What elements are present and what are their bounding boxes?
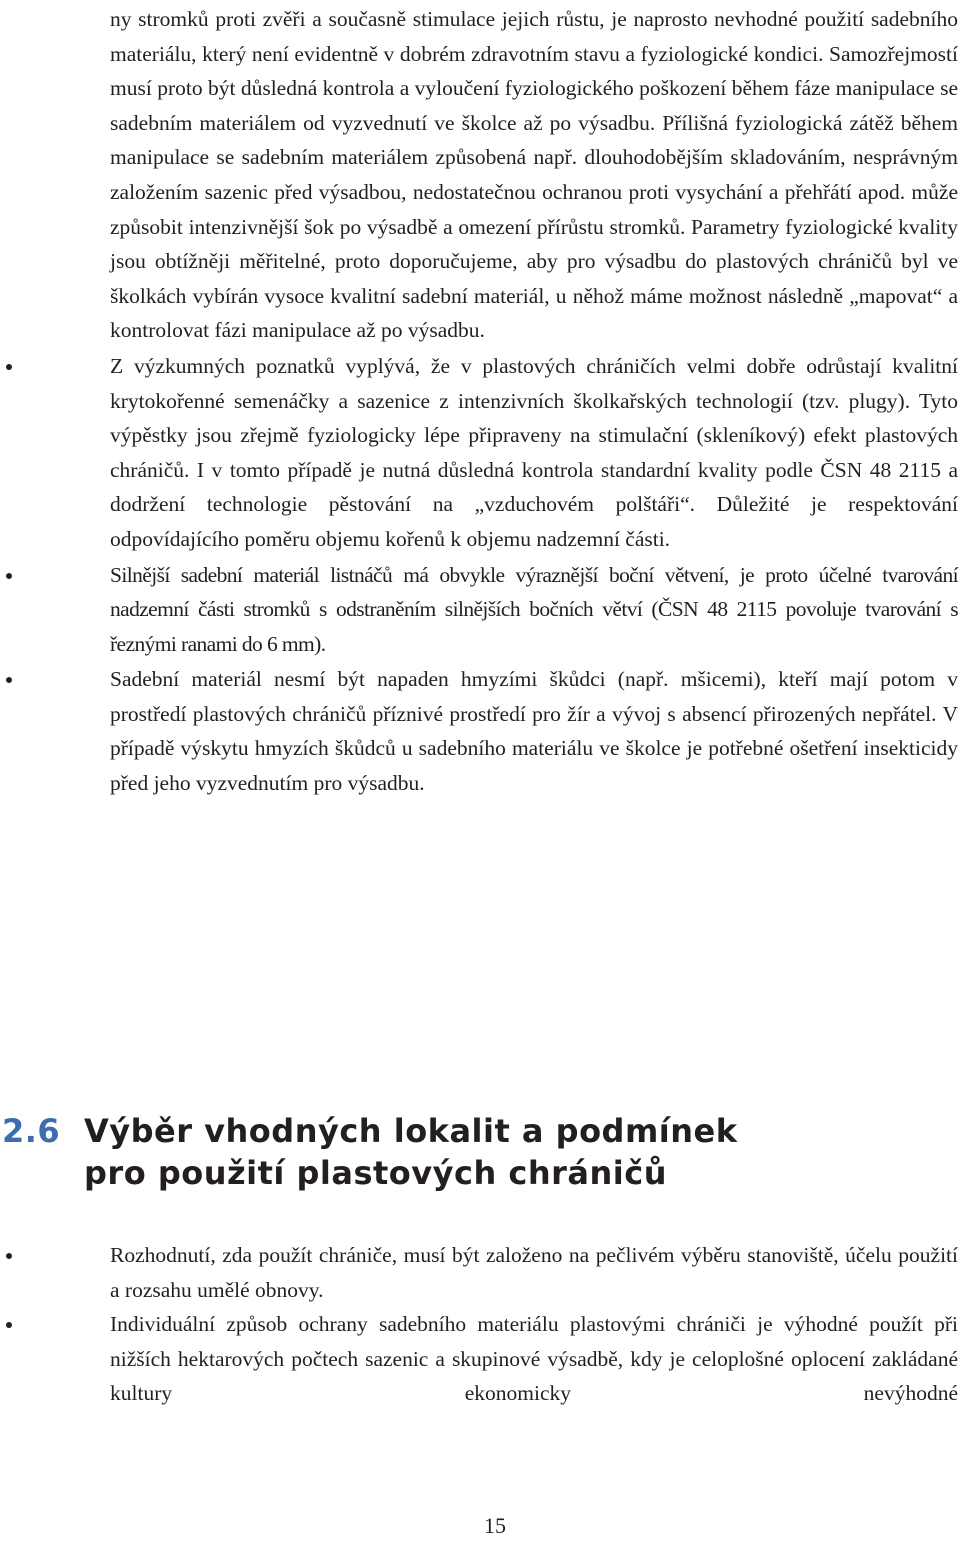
section-number: 2.6 [2,1112,61,1150]
bullet-dot-icon [6,573,12,579]
section-title-line1: Výběr vhodných lokalit a podmínek [84,1112,738,1150]
section-body [110,1238,958,1411]
bullet-dot-icon [6,1253,12,1259]
bullet-text: Individuální způsob ochrany sadebního materiálu plastovými chrániči je výhodné použít při nižších hektarových počtech sazenic a skupinové výsadbě, kdy je celoplošné oplocení zakládané kultury ekonomicky nevýhodné [110,1312,958,1406]
bullet-item-plugy [110,349,958,557]
bullet-item-listnace [110,558,958,662]
bullet-item-rozhodnuti [110,1238,958,1307]
bullet-dot-icon [6,364,12,370]
paragraph-continuation: ny stromků proti zvěři a současně stimulace jejich růstu, je naprosto nevhodné použití sadebního materiálu, který není evidentně v dobrém zdravotním stavu a fyziologické kondici. Samozřejmostí musí proto být důsledná kontrola a vyloučení fyziologického poškození během fáze manipulace se sadebním materiálem od vyzvednutí ve školce až po výsadbu. Přílišná fyziologická zátěž během manipulace se sadebním materiálem způsobená např. dlouhodobějším skladováním, nesprávným založením sazenic před výsadbou, nedostatečnou ochranou proti vysychání a přehřátí apod. může způsobit intenzivnější šok po výsadbě a omezení přírůstu stromků. Parametry fyziologické kvality jsou obtížněji měřitelné, proto doporučujeme, aby pro výsadbu do plastových chráničů byl ve školkách vybírán vysoce kvalitní sadební materiál, u něhož máme možnost následně „mapovat“ a kontrolovat fázi manipulace až po výsadbu. [110,7,958,343]
body-text-block [110,0,958,801]
bullet-text: Sadební materiál nesmí být napaden hmyzími škůdci (např. mšicemi), kteří mají potom v prostředí plastových chráničů příznivé prostředí pro žír a vývoj s absencí přirozených nepřátel. V případě výskytu hmyzích škůdců u sadebního materiálu ve školce je potřebné ošetření insekticidy před jeho vyzvednutím pro výsadbu. [110,667,958,796]
bullet-dot-icon [6,677,12,683]
page-number: 15 [484,1513,506,1538]
section-title-line2: pro použití plastových chráničů [84,1154,668,1192]
bullet-item-skudci [110,662,958,800]
bullet-text: Silnější sadební materiál listnáčů má obvykle výraznější boční větvení, je proto účelné tvarování nadzemní části stromků s odstraněním silnějších bočních větví (ČSN 48 2115 povoluje tvarování s řeznými ranami do 6 mm). [110,562,958,656]
bullet-text: Z výzkumných poznatků vyplývá, že v plastových chráničích velmi dobře odrůstají kvalitní krytokořenné semenáčky a sazenice z intenzivních školkařských technologií (tzv. plugy). Tyto výpěstky jsou zřejmě fyziologicky lépe připraveny na stimulační (skleníkový) efekt plastových chráničů. I v tomto případě je nutná důsledná kontrola standardní kvality podle ČSN 48 2115 a dodržení technologie pěstování na „vzduchovém polštáři“. Důležité je respektování odpovídajícího poměru objemu kořenů k objemu nadzemní části. [110,353,958,551]
bullet-item-individualni [110,1307,958,1411]
bullet-dot-icon [6,1322,12,1328]
bullet-text: Rozhodnutí, zda použít chrániče, musí být založeno na pečlivém výběru stanoviště, účelu použití a rozsahu umělé obnovy. [110,1243,958,1302]
section-title [84,1110,944,1194]
